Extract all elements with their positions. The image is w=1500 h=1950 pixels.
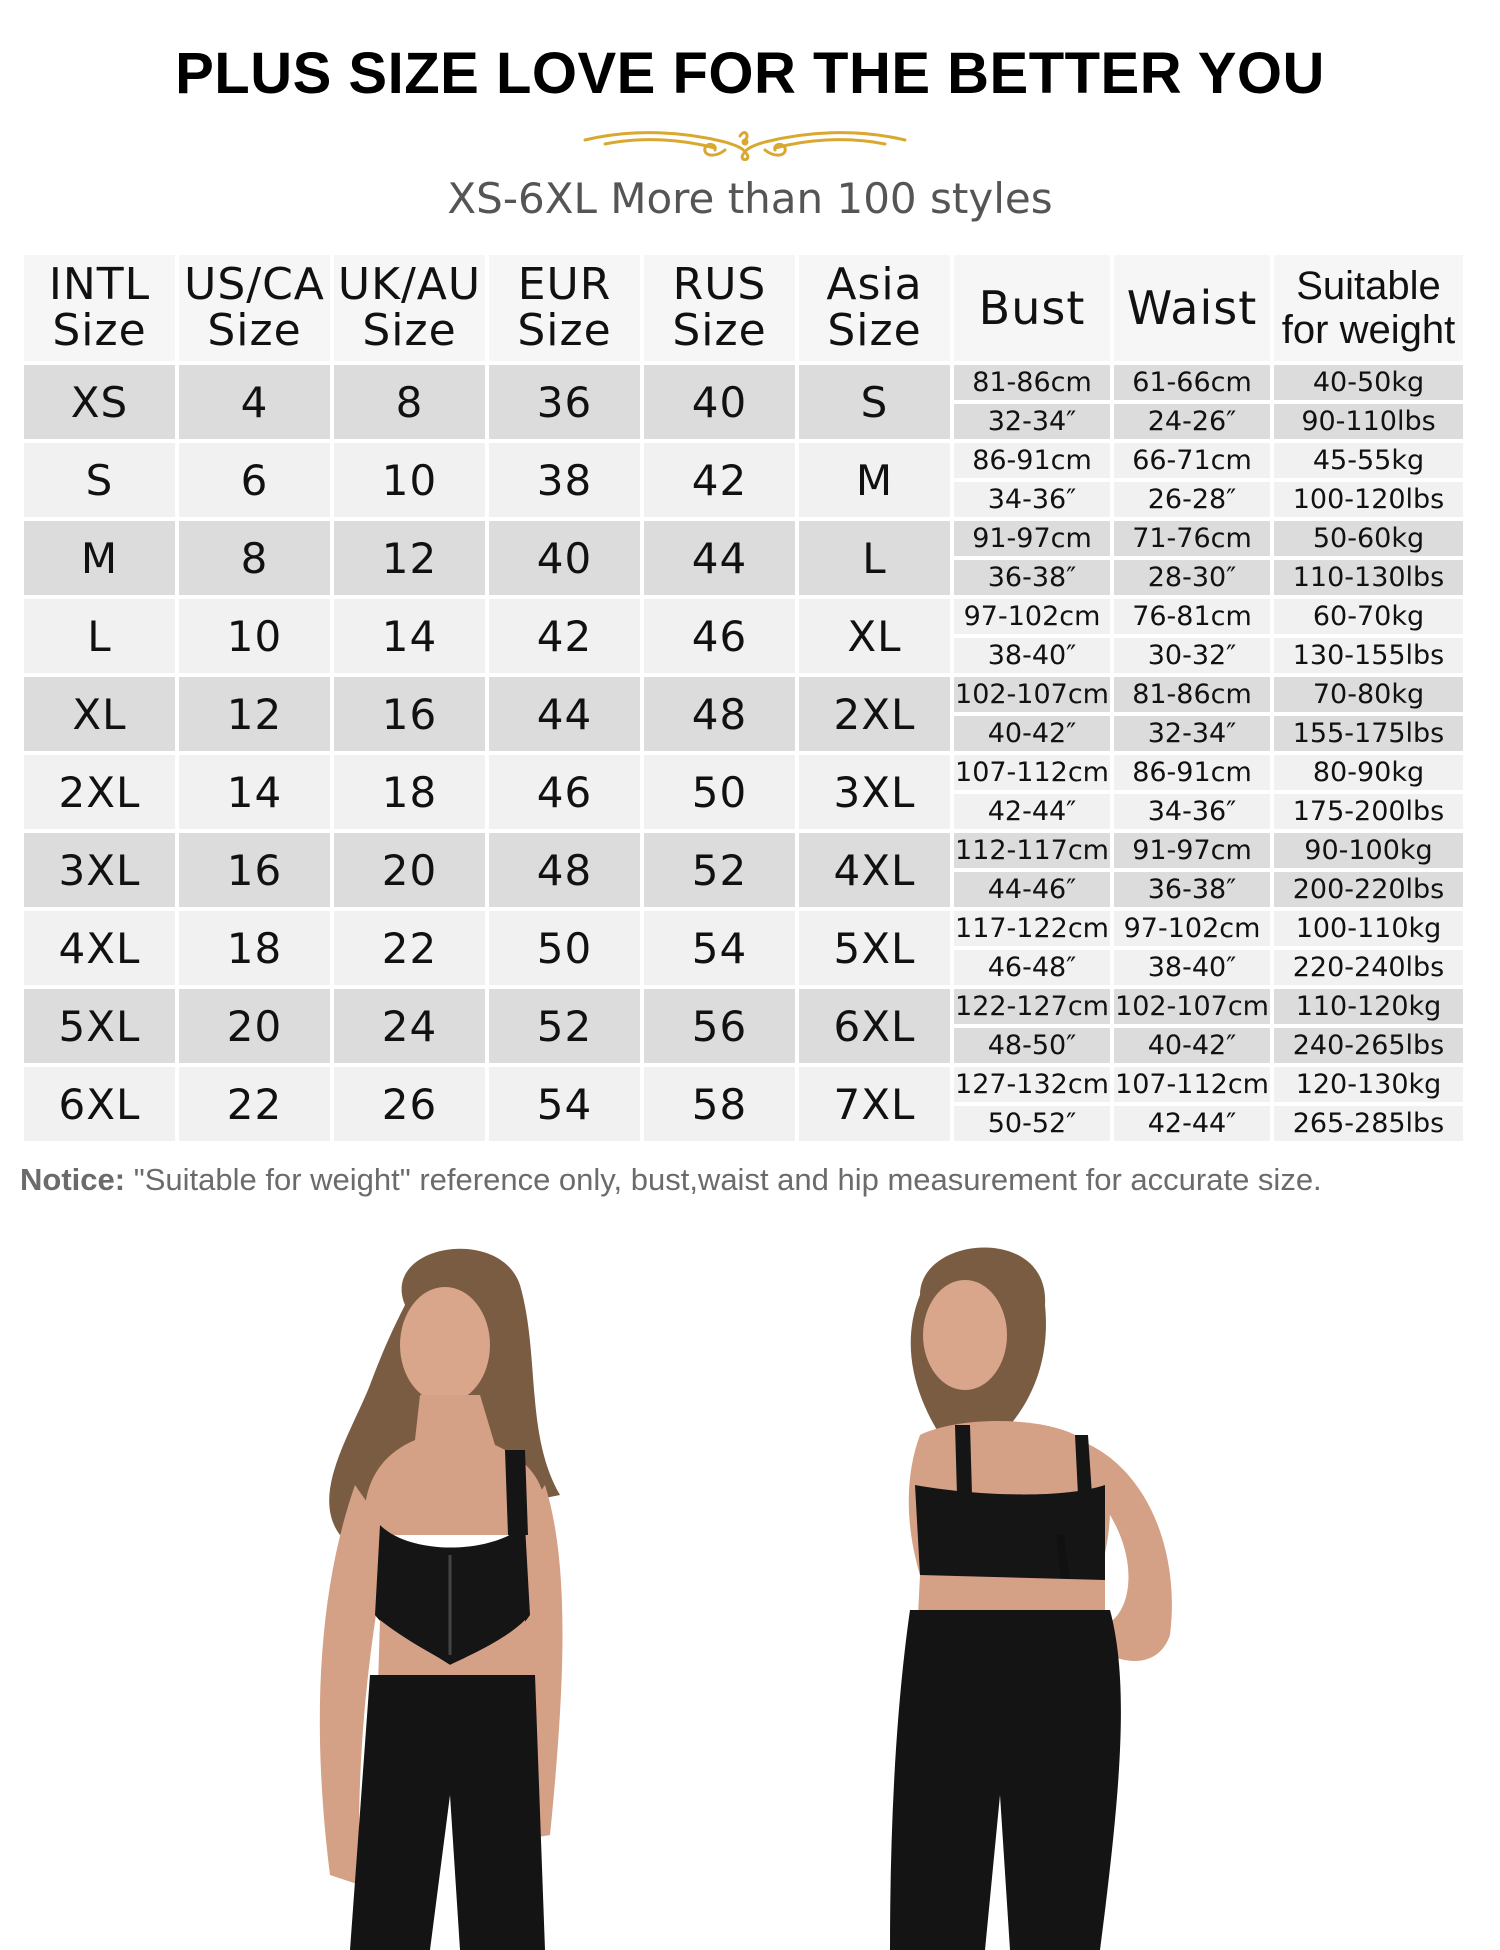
cell-eur-size: 42 — [489, 599, 640, 673]
cell-waist-cm: 102-107cm — [1115, 991, 1269, 1022]
header-asia-size: Asia Size — [799, 255, 950, 361]
header-ukau-size: UK/AU Size — [334, 255, 485, 361]
cell-weight-lbs: 265-285lbs — [1274, 1106, 1463, 1141]
cell-rus-size: 56 — [644, 989, 795, 1063]
cell-rus-size: 46 — [644, 599, 795, 673]
cell-eur-size: 52 — [489, 989, 640, 1063]
cell-weight-lbs: 175-200lbs — [1274, 794, 1463, 829]
cell-weight-lbs: 100-120lbs — [1274, 482, 1463, 517]
table-row — [24, 989, 1463, 1024]
header-waist: Waist — [1114, 255, 1270, 361]
cell-bust-in: 46-48″ — [954, 950, 1110, 985]
cell-weight-lbs: 130-155lbs — [1274, 638, 1463, 673]
cell-weight-lbs: 200-220lbs — [1274, 872, 1463, 907]
table-row — [24, 1067, 1463, 1102]
cell-weight-kg: 100-110kg — [1274, 911, 1463, 946]
cell-ukau-size: 8 — [334, 365, 485, 439]
cell-usca-size: 8 — [179, 521, 330, 595]
cell-ukau-size: 24 — [334, 989, 485, 1063]
table-row — [24, 833, 1463, 868]
table-header-row — [24, 255, 1463, 361]
header-intl-size: INTL Size — [24, 255, 175, 361]
cell-asia-size: 3XL — [799, 755, 950, 829]
cell-rus-size: 48 — [644, 677, 795, 751]
cell-weight-kg: 120-130kg — [1274, 1067, 1463, 1102]
cell-intl-size: 4XL — [24, 911, 175, 985]
cell-weight-lbs: 155-175lbs — [1274, 716, 1463, 751]
table-row — [24, 521, 1463, 556]
cell-asia-size: 2XL — [799, 677, 950, 751]
table-row — [24, 755, 1463, 790]
table-row — [24, 677, 1463, 712]
table-row — [24, 365, 1463, 400]
cell-waist-cm: 91-97cm — [1114, 833, 1270, 868]
cell-asia-size: M — [799, 443, 950, 517]
cell-asia-size: 6XL — [799, 989, 950, 1063]
cell-waist-cm: 86-91cm — [1114, 755, 1270, 790]
cell-waist-in: 30-32″ — [1114, 638, 1270, 673]
cell-waist-cm: 71-76cm — [1114, 521, 1270, 556]
cell-bust-cm: 127-132cm — [955, 1069, 1109, 1100]
cell-usca-size: 20 — [179, 989, 330, 1063]
cell-rus-size: 50 — [644, 755, 795, 829]
cell-waist-cm: 76-81cm — [1114, 599, 1270, 634]
cell-weight-kg: 40-50kg — [1274, 365, 1463, 400]
cell-intl-size: 6XL — [24, 1067, 175, 1141]
cell-asia-size: 7XL — [799, 1067, 950, 1141]
size-chart-table — [20, 251, 1467, 1145]
cell-usca-size: 6 — [179, 443, 330, 517]
cell-rus-size: 52 — [644, 833, 795, 907]
cell-waist-cm: 66-71cm — [1114, 443, 1270, 478]
header-eur-size: EUR Size — [489, 255, 640, 361]
cell-rus-size: 40 — [644, 365, 795, 439]
cell-bust-cm: 122-127cm — [955, 991, 1109, 1022]
cell-ukau-size: 26 — [334, 1067, 485, 1141]
cell-ukau-size: 10 — [334, 443, 485, 517]
cell-usca-size: 16 — [179, 833, 330, 907]
cell-ukau-size: 14 — [334, 599, 485, 673]
cell-intl-size: M — [24, 521, 175, 595]
cell-ukau-size: 12 — [334, 521, 485, 595]
page-title: PLUS SIZE LOVE FOR THE BETTER YOU — [175, 41, 1325, 106]
page-subtitle: XS-6XL More than 100 styles — [447, 174, 1053, 223]
cell-rus-size: 58 — [644, 1067, 795, 1141]
cell-bust-in: 38-40″ — [954, 638, 1110, 673]
cell-waist-in: 40-42″ — [1114, 1028, 1270, 1063]
cell-asia-size: 5XL — [799, 911, 950, 985]
cell-asia-size: XL — [799, 599, 950, 673]
cell-usca-size: 18 — [179, 911, 330, 985]
cell-weight-kg: 90-100kg — [1274, 833, 1463, 868]
cell-rus-size: 44 — [644, 521, 795, 595]
cell-rus-size: 54 — [644, 911, 795, 985]
cell-bust-in: 32-34″ — [954, 404, 1110, 439]
cell-waist-cm: 107-112cm — [1115, 1069, 1269, 1100]
header-weight: Suitable for weight — [1274, 255, 1463, 361]
cell-bust-cm: 81-86cm — [954, 365, 1110, 400]
cell-asia-size: 4XL — [799, 833, 950, 907]
cell-weight-kg: 70-80kg — [1274, 677, 1463, 712]
cell-usca-size: 14 — [179, 755, 330, 829]
cell-weight-kg: 45-55kg — [1274, 443, 1463, 478]
cell-weight-kg: 80-90kg — [1274, 755, 1463, 790]
cell-waist-in: 42-44″ — [1114, 1106, 1270, 1141]
cell-intl-size: 2XL — [24, 755, 175, 829]
header-usca-size: US/CA Size — [179, 255, 330, 361]
gold-flourish-divider-icon — [575, 118, 915, 168]
cell-intl-size: 5XL — [24, 989, 175, 1063]
cell-eur-size: 54 — [489, 1067, 640, 1141]
cell-ukau-size: 18 — [334, 755, 485, 829]
model-back-photo-icon — [860, 1235, 1280, 1950]
cell-ukau-size: 20 — [334, 833, 485, 907]
cell-intl-size: XL — [24, 677, 175, 751]
notice-body: "Suitable for weight" reference only, bust,waist and hip measurement for accurate size. — [125, 1162, 1322, 1197]
table-row — [24, 911, 1463, 946]
cell-bust-cm: 97-102cm — [954, 599, 1110, 634]
cell-bust-in: 48-50″ — [954, 1028, 1110, 1063]
notice-label: Notice: — [20, 1162, 126, 1197]
cell-waist-in: 32-34″ — [1114, 716, 1270, 751]
cell-ukau-size: 16 — [334, 677, 485, 751]
cell-waist-in: 34-36″ — [1114, 794, 1270, 829]
cell-bust-cm: 86-91cm — [954, 443, 1110, 478]
cell-ukau-size: 22 — [334, 911, 485, 985]
cell-usca-size: 4 — [179, 365, 330, 439]
cell-bust-cm: 107-112cm — [955, 757, 1109, 788]
cell-eur-size: 50 — [489, 911, 640, 985]
cell-bust-in: 42-44″ — [954, 794, 1110, 829]
cell-rus-size: 42 — [644, 443, 795, 517]
cell-weight-kg: 60-70kg — [1274, 599, 1463, 634]
cell-weight-lbs: 110-130lbs — [1274, 560, 1463, 595]
cell-usca-size: 10 — [179, 599, 330, 673]
model-front-photo-icon — [310, 1235, 730, 1950]
cell-waist-in: 38-40″ — [1114, 950, 1270, 985]
cell-eur-size: 46 — [489, 755, 640, 829]
cell-intl-size: XS — [24, 365, 175, 439]
cell-waist-in: 24-26″ — [1114, 404, 1270, 439]
cell-bust-in: 40-42″ — [954, 716, 1110, 751]
cell-intl-size: 3XL — [24, 833, 175, 907]
header-rus-size: RUS Size — [644, 255, 795, 361]
cell-eur-size: 40 — [489, 521, 640, 595]
cell-weight-lbs: 90-110lbs — [1274, 404, 1463, 439]
table-row — [24, 599, 1463, 634]
cell-asia-size: L — [799, 521, 950, 595]
cell-bust-cm: 117-122cm — [955, 913, 1109, 944]
cell-eur-size: 44 — [489, 677, 640, 751]
cell-asia-size: S — [799, 365, 950, 439]
cell-intl-size: L — [24, 599, 175, 673]
cell-waist-in: 28-30″ — [1114, 560, 1270, 595]
cell-weight-kg: 50-60kg — [1274, 521, 1463, 556]
cell-intl-size: S — [24, 443, 175, 517]
cell-bust-cm: 102-107cm — [955, 679, 1109, 710]
cell-eur-size: 36 — [489, 365, 640, 439]
notice-text — [20, 1162, 1322, 1198]
cell-waist-cm: 97-102cm — [1114, 911, 1270, 946]
cell-waist-cm: 81-86cm — [1114, 677, 1270, 712]
header-bust: Bust — [954, 255, 1110, 361]
cell-usca-size: 22 — [179, 1067, 330, 1141]
cell-eur-size: 38 — [489, 443, 640, 517]
cell-weight-lbs: 220-240lbs — [1274, 950, 1463, 985]
cell-bust-cm: 91-97cm — [954, 521, 1110, 556]
cell-weight-lbs: 240-265lbs — [1274, 1028, 1463, 1063]
cell-waist-in: 26-28″ — [1114, 482, 1270, 517]
cell-bust-in: 34-36″ — [954, 482, 1110, 517]
cell-waist-in: 36-38″ — [1114, 872, 1270, 907]
cell-weight-kg: 110-120kg — [1274, 989, 1463, 1024]
cell-bust-in: 50-52″ — [954, 1106, 1110, 1141]
cell-bust-cm: 112-117cm — [955, 835, 1109, 866]
cell-bust-in: 44-46″ — [954, 872, 1110, 907]
cell-usca-size: 12 — [179, 677, 330, 751]
cell-waist-cm: 61-66cm — [1114, 365, 1270, 400]
cell-bust-in: 36-38″ — [954, 560, 1110, 595]
cell-eur-size: 48 — [489, 833, 640, 907]
table-row — [24, 443, 1463, 478]
